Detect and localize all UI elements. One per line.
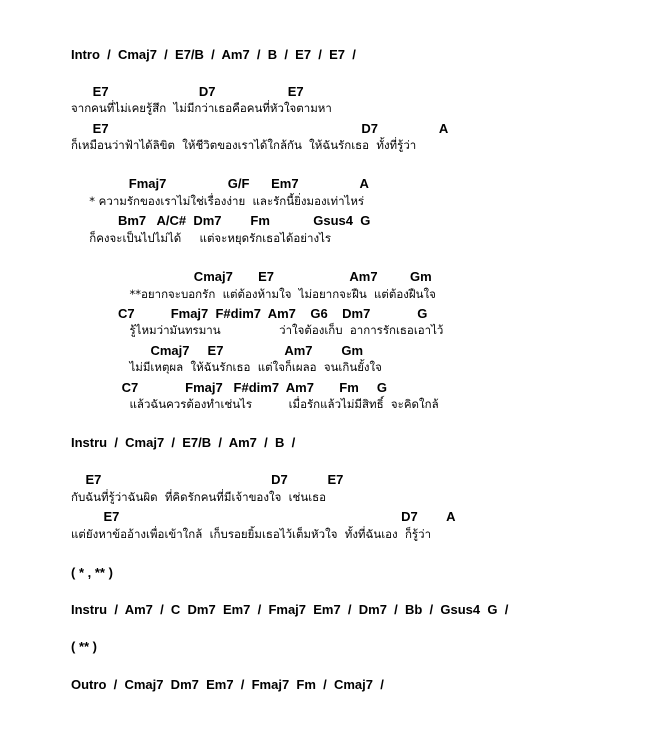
chord-line: E7 D7 E7 bbox=[71, 84, 304, 99]
chord-line: E7 D7 E7 bbox=[71, 472, 344, 487]
repeat-marker: ( * , ** ) bbox=[71, 565, 113, 580]
chord-line: C7 Fmaj7 F#dim7 Am7 Fm G bbox=[71, 380, 387, 395]
chord-line: C7 Fmaj7 F#dim7 Am7 G6 Dm7 G bbox=[71, 306, 428, 321]
lyric-line: แต่ยังหาข้ออ้างเพื่อเข้าใกล้ เก็บรอยยิ้มเธอไว้เต็มหัวใจ ทั้งที่ฉันเอง ก็รู้ว่า bbox=[71, 527, 432, 541]
chord-line: E7 D7 A bbox=[71, 509, 456, 524]
lyric-line: จากคนที่ไม่เคยรู้สึก ไม่มีกว่าเธอคือคนที่หัวใจตามหา bbox=[71, 101, 332, 115]
lyric-line: ก็คงจะเป็นไปไม่ได้ แต่จะหยุดรักเธอได้อย่างไร bbox=[71, 231, 332, 245]
lyric-line: กับฉันที่รู้ว่าฉันผิด ที่คิดรักคนที่มีเจ้าของใจ เช่นเธอ bbox=[71, 490, 327, 504]
instru-section: Instru / Am7 / C Dm7 Em7 / Fmaj7 Em7 / Dm7 / Bb / Gsus4 G / bbox=[71, 602, 509, 617]
chord-line: E7 D7 A bbox=[71, 121, 449, 136]
outro-section: Outro / Cmaj7 Dm7 Em7 / Fmaj7 Fm / Cmaj7 / bbox=[71, 677, 384, 692]
chord-line: Cmaj7 E7 Am7 Gm bbox=[71, 269, 432, 284]
lyric-line: **อยากจะบอกรัก แต่ต้องห้ามใจ ไม่อยากจะฝืน แต่ต้องฝืนใจ bbox=[71, 287, 436, 301]
chord-line: Cmaj7 E7 Am7 Gm bbox=[71, 343, 364, 358]
lyric-line: ก็เหมือนว่าฟ้าได้ลิขิต ให้ชีวิตของเราได้ใกล้กัน ให้ฉันรักเธอ ทั้งที่รู้ว่า bbox=[71, 138, 417, 152]
chord-line: Fmaj7 G/F Em7 A bbox=[71, 176, 369, 191]
chord-line: Bm7 A/C# Dm7 Fm Gsus4 G bbox=[71, 213, 371, 228]
lyric-line: * ความรักของเราไม่ใช่เรื่องง่าย และรักนี้ยิ่งมองเท่าไหร่ bbox=[71, 194, 365, 208]
lyric-line: แล้วฉันควรต้องทำเช่นไร เมื่อรักแล้วไม่มีสิทธิ์ จะคิดใกล้ bbox=[71, 397, 439, 411]
lyric-line: ไม่มีเหตุผล ให้ฉันรักเธอ แต่ใจก็เผลอ จนเกินยั้งใจ bbox=[71, 360, 382, 374]
lyric-line: รู้ไหมว่ามันทรมาน ว่าใจต้องเก็บ อาการรักเธอเอาไว้ bbox=[71, 323, 444, 337]
instru-section: Instru / Cmaj7 / E7/B / Am7 / B / bbox=[71, 435, 296, 450]
repeat-marker: ( ** ) bbox=[71, 639, 97, 654]
intro-section: Intro / Cmaj7 / E7/B / Am7 / B / E7 / E7 / bbox=[71, 47, 356, 62]
